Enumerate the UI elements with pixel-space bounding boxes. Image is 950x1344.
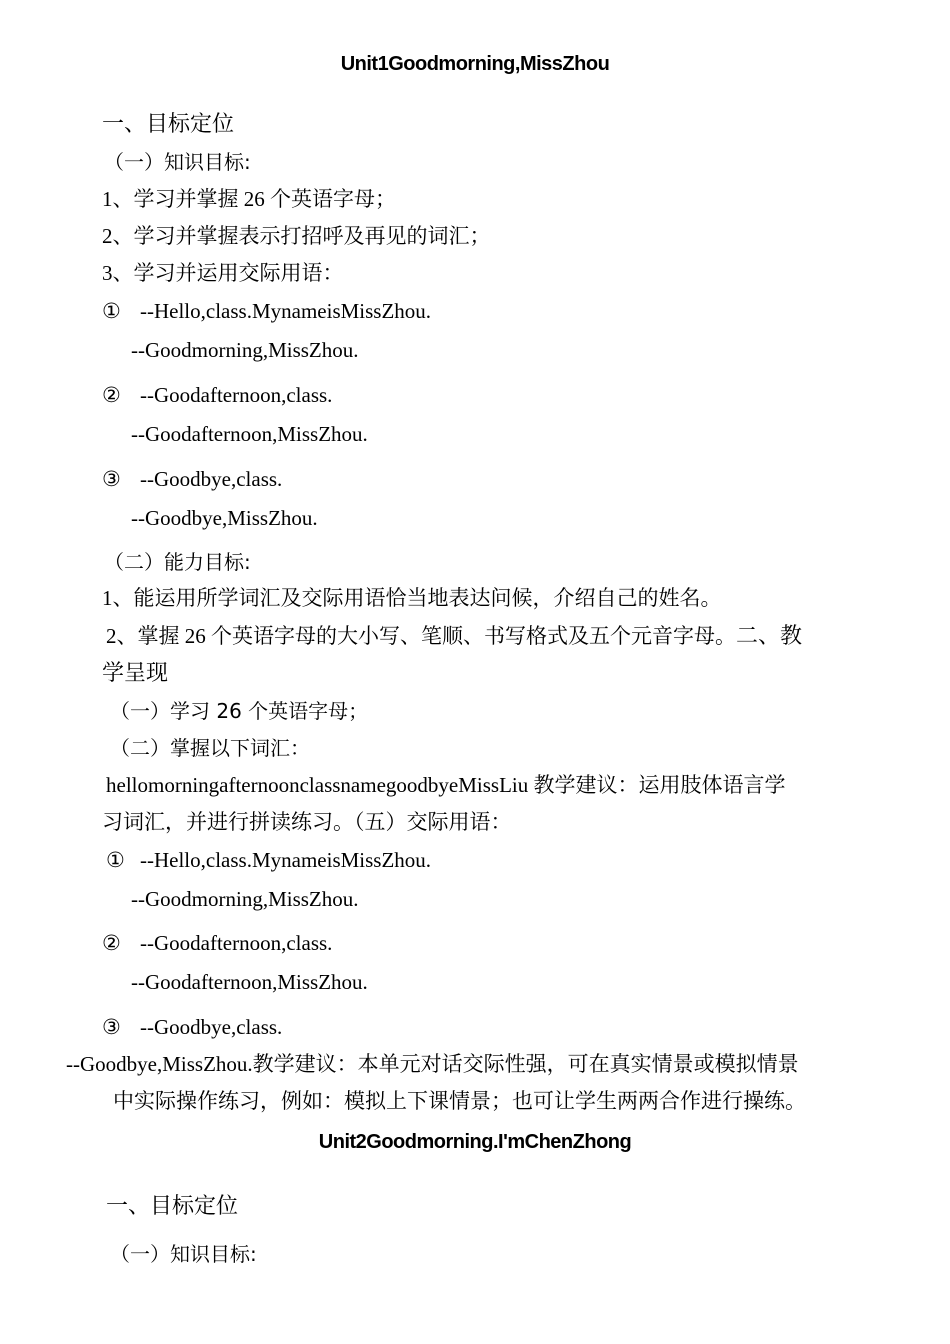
dialogue-line: --Hello,class.MynameisMissZhou. [140,848,432,872]
unit2-knowledge-heading: （一）知识目标: [110,1242,257,1266]
unit2-title: Unit2Goodmorning.I'mChenZhong [318,1131,632,1153]
dialogue-marker: ② [102,931,121,955]
dialogue-line: --Goodbye,MissZhou. [131,506,318,530]
knowledge-item: 2、学习并掌握表示打招呼及再见的词汇； [102,224,491,248]
section2-heading-part1: 二、教 [736,623,803,648]
dialogue-line: --Goodafternoon,MissZhou. [131,970,368,994]
section2-heading-part2: 学呈现 [102,661,169,686]
knowledge-item: 1、学习并掌握 26 个英语字母； [102,187,396,211]
ability-item: 2、掌握 26 个英语字母的大小写、笔顺、书写格式及五个元音字母。 [106,624,736,648]
ability-item-with-heading [106,622,802,650]
teaching-suggestion-line: 中实际操作练习，例如：模拟上下课情景；也可让学生两两合作进行操练。 [113,1089,806,1113]
ability-item: 1、能运用所学词汇及交际用语恰当地表达问候，介绍自己的姓名。 [102,586,722,610]
knowledge-item: 3、学习并运用交际用语： [102,261,344,285]
dialogue-marker: ③ [102,467,121,491]
unit1-knowledge-heading: （一）知识目标: [104,150,251,174]
dialogue-line: --Goodbye,class. [140,467,283,491]
dialogue-marker: ② [102,383,121,407]
dialogue-line: --Goodbye,class. [140,1015,283,1039]
unit1-title: Unit1Goodmorning,MissZhou [340,53,610,75]
unit1-section1-heading: 一、目标定位 [102,112,235,137]
unit1-ability-heading: （二）能力目标: [104,550,251,574]
vocab-suggest-line: 习词汇，并进行拼读练习。（五）交际用语： [102,810,512,834]
dialogue-line: --Goodafternoon,class. [140,931,333,955]
dialogue-line: --Goodafternoon,MissZhou. [131,422,368,446]
dialogue-line: --Goodmorning,MissZhou. [131,887,359,911]
dialogue-line: --Goodmorning,MissZhou. [131,338,359,362]
dialogue-marker: ① [102,299,121,323]
dialogue-marker: ① [106,848,125,872]
dialogue-line: --Goodafternoon,class. [140,383,333,407]
teaching-suggestion-line: --Goodbye,MissZhou.教学建议：本单元对话交际性强，可在真实情景或模拟情景 [66,1052,799,1076]
learn-letters-heading: （一）学习 26 个英语字母； [110,699,369,723]
unit2-section1-heading: 一、目标定位 [106,1194,239,1219]
dialogue-line: --Hello,class.MynameisMissZhou. [140,299,432,323]
vocab-words-line: hellomorningafternoonclassnamegoodbyeMissLiu 教学建议：运用肢体语言学 [106,773,786,797]
vocab-heading: （二）掌握以下词汇： [110,736,310,760]
dialogue-marker: ③ [102,1015,121,1039]
